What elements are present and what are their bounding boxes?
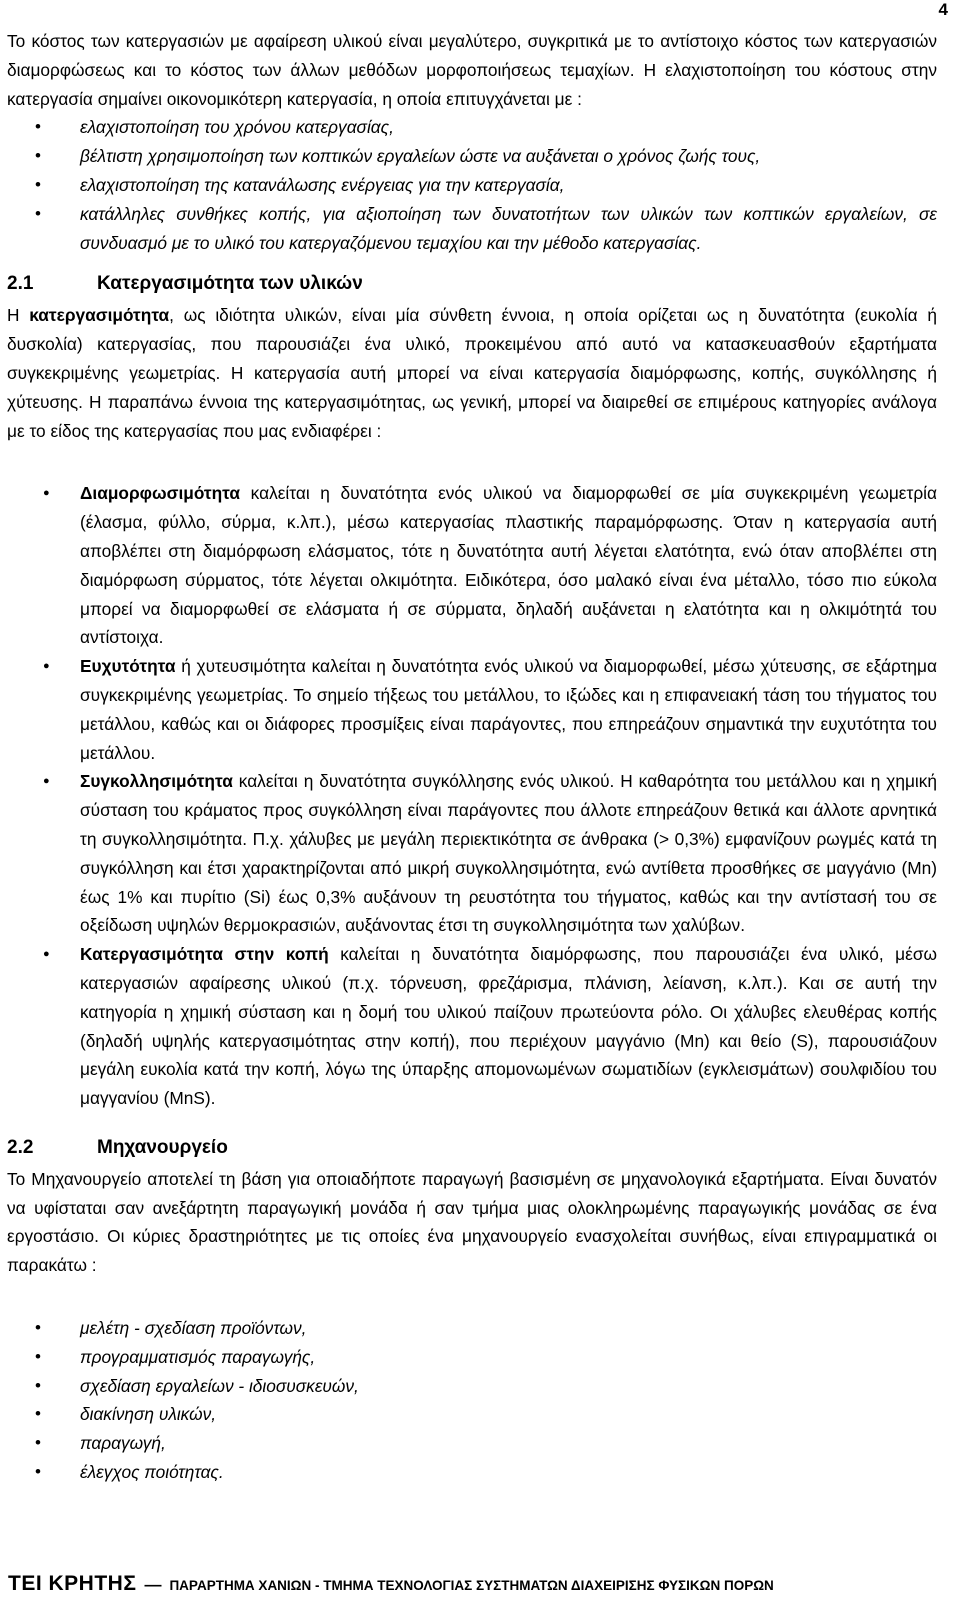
list-item: • βέλτιστη χρησιμοποίηση των κοπτικών εργαλείων ώστε να αυξάνεται ο χρόνος ζωής τους, bbox=[7, 142, 937, 171]
list-item: • ελαχιστοποίηση της κατανάλωσης ενέργειας για την κατεργασία, bbox=[7, 171, 937, 200]
machinability-list bbox=[7, 479, 937, 1113]
activities-list bbox=[7, 1314, 937, 1487]
document-body bbox=[7, 27, 937, 1487]
list-item: • διακίνηση υλικών, bbox=[7, 1400, 937, 1429]
paragraph-term: κατεργασιμότητα bbox=[29, 305, 170, 326]
term: Ευχυτότητα bbox=[80, 656, 176, 677]
term: Συγκολλησιμότητα bbox=[80, 771, 233, 792]
list-item: • ελαχιστοποίηση του χρόνου κατεργασίας, bbox=[7, 113, 937, 142]
list-item: • κατάλληλες συνθήκες κοπής, για αξιοποίηση των δυνατοτήτων των υλικών των κοπτικών εργαλείων, σε συνδυασμό με το υλικό του κατεργαζόμενου τεμαχίου και την μέθοδο κατεργασίας. bbox=[7, 200, 937, 258]
paragraph-text: , ως ιδιότητα υλικών, είναι μία σύνθετη έννοια, η οποία ορίζεται ως η δυνατότητα (ευκολία ή δυσκολία) κατεργασίας, που παρουσιάζει ένα υλικό, προκειμένου από αυτό να κατασκευασθούν εξαρτήματα συγκεκριμένης γεωμετρίας. Η κατεργασία αυτή μπορεί να είναι κατεργασία διαμόρφωσης, κοπής, συγκόλλησης ή χύτευσης. Η παραπάνω έννοια της κατεργασιμότητας, ως γενική, μπορεί να διαιρεθεί σε επιμέρους κατηγορίες ανάλογα με το είδος της κατεργασίας που μας ενδιαφέρει : bbox=[7, 305, 937, 441]
term: Διαμορφωσιμότητα bbox=[80, 483, 241, 504]
section-paragraph bbox=[7, 301, 937, 445]
definition: καλείται η δυνατότητα συγκόλλησης ενός υλικού. Η καθαρότητα του μετάλλου και η χημική σύσταση του κράματος προς συγκόλληση είναι παράγοντες που άλλοτε επηρεάζουν θετικά και άλλοτε αρνητικά τη συγκολλησιμότητα. Π.χ. χάλυβες με μεγάλη περιεκτικότητα σε άνθρακα (> 0,3%) εμφανίζουν ρωγμές κατά τη συγκόλληση και έτσι χαρακτηρίζονται από μικρή συγκολλησιμότητα, ενώ αντίθετα προσθήκες σε μαγγάνιο (Mn) έως 1% και πυρίτιο (Si) έως 0,3% αυξάνουν τη ρευστότητα του τήγματος, καθώς και την αντίστασή του σε οξείδωση υψηλών θερμοκρασιών, αυξάνοντας έτσι τη συγκολλησιμότητα των χαλύβων. bbox=[80, 771, 937, 936]
paragraph-lead: Η bbox=[7, 305, 30, 326]
definition: καλείται η δυνατότητα ενός υλικού να διαμορφωθεί σε μία συγκεκριμένη γεωμετρία (έλασμα, φύλλο, σύρμα, κ.λπ.), μέσω κατεργασίας πλαστικής παραμόρφωσης. Όταν η κατεργασία αυτή αποβλέπει στη διαμόρφωση ελάσματος, τότε η δυνατότητα αυτή λέγεται ελατότητα, ενώ όταν αποβλέπει στη διαμόρφωση σύρματος, τότε λέγεται ολκιμότητα. Ειδικότερα, όσο μαλακό είναι ένα μέταλλο, τόσο πιο εύκολα μπορεί να διαμορφωθεί σε ελάσματα ή σε σύρματα, δηλαδή αυξάνεται η ελατότητα και η ολκιμότητά του αντίστοιχα. bbox=[80, 483, 937, 648]
list-item bbox=[7, 940, 937, 1113]
section-title: Μηχανουργείο bbox=[97, 1136, 228, 1158]
section-title: Κατεργασιμότητα των υλικών bbox=[97, 273, 363, 295]
list-item bbox=[7, 479, 937, 652]
section-heading bbox=[7, 1131, 937, 1165]
footer-department: ΠΑΡΑΡΤΗΜΑ ΧΑΝΙΩΝ - ΤΜΗΜΑ ΤΕΧΝΟΛΟΓΙΑΣ ΣΥΣΤΗΜΑΤΩΝ ΔΙΑΧΕΙΡΙΣΗΣ ΦΥΣΙΚΩΝ ΠΟΡΩΝ bbox=[169, 1578, 774, 1593]
intro-list bbox=[7, 113, 937, 257]
term: Κατεργασιμότητα στην κοπή bbox=[80, 944, 329, 965]
page-footer bbox=[8, 1572, 940, 1596]
definition: καλείται η δυνατότητα διαμόρφωσης, που παρουσιάζει ένα υλικό, μέσω κατεργασιών αφαίρεσης υλικού (π.χ. τόρνευση, φρεζάρισμα, πλάνιση, λείανση, κ.λπ.). Και σε αυτή την κατηγορία η χημική σύσταση και η δομή του υλικού παίζουν πρωτεύοντα ρόλο. Οι χάλυβες ελευθέρας κοπής (δηλαδή υψηλής κατεργασιμότητας στην κοπή), που περιέχουν μαγγάνιο (Mn) και θείο (S), παρουσιάζουν μεγάλη ευκολία κατά την κοπή, λόγω της ύπαρξης απομονωμένων σωματιδίων (εγκλεισμάτων) σουλφιδίου του μαγγανίου (MnS). bbox=[80, 944, 937, 1109]
list-item bbox=[7, 767, 937, 940]
definition: ή χυτευσιμότητα καλείται η δυνατότητα ενός υλικού να διαμορφωθεί, μέσω χύτευσης, σε εξάρτημα συγκεκριμένης γεωμετρίας. Το σημείο τήξεως του μετάλλου, το ιξώδες και η επιφανειακή τάση του τήγματος του μετάλλου, καθώς και οι διάφορες προσμίξεις είναι παράγοντες, που επηρεάζουν σημαντικά την ευχυτότητα του μετάλλου. bbox=[80, 656, 937, 763]
list-item bbox=[7, 652, 937, 767]
section-number: 2.2 bbox=[7, 1136, 34, 1158]
footer-institution: ΤΕΙ ΚΡΗΤΗΣ bbox=[8, 1572, 137, 1595]
footer-separator: — bbox=[144, 1575, 162, 1594]
section-heading bbox=[7, 267, 937, 301]
list-item: • έλεγχος ποιότητας. bbox=[7, 1458, 937, 1487]
list-item: • σχεδίαση εργαλείων - ιδιοσυσκευών, bbox=[7, 1372, 937, 1401]
page-number: 4 bbox=[938, 0, 948, 19]
list-item: • παραγωγή, bbox=[7, 1429, 937, 1458]
section-paragraph: Το Μηχανουργείο αποτελεί τη βάση για οποιαδήποτε παραγωγή βασισμένη σε μηχανολογικά εξαρτήματα. Είναι δυνατόν να υφίσταται σαν ανεξάρτητη παραγωγική μονάδα ή σαν τμήμα μιας ολοκληρωμένης παραγωγικής μονάδας σε ένα εργοστάσιο. Οι κύριες δραστηριότητες με τις οποίες ένα μηχανουργείο ενασχολείται συνήθως, είναι επιγραμματικά οι παρακάτω : bbox=[7, 1168, 937, 1276]
intro-paragraph: Το κόστος των κατεργασιών με αφαίρεση υλικού είναι μεγαλύτερο, συγκριτικά με το αντίστοιχο κόστος των κατεργασιών διαμορφώσεως και το κόστος των άλλων μεθόδων μορφοποιήσεως τεμαχίων. Η ελαχιστοποίηση του κόστους στην κατεργασία σημαίνει οικονομικότερη κατεργασία, η οποία επιτυγχάνεται με : bbox=[7, 31, 937, 109]
section-number: 2.1 bbox=[7, 273, 34, 295]
list-item: • προγραμματισμός παραγωγής, bbox=[7, 1343, 937, 1372]
list-item: • μελέτη - σχεδίαση προϊόντων, bbox=[7, 1314, 937, 1343]
